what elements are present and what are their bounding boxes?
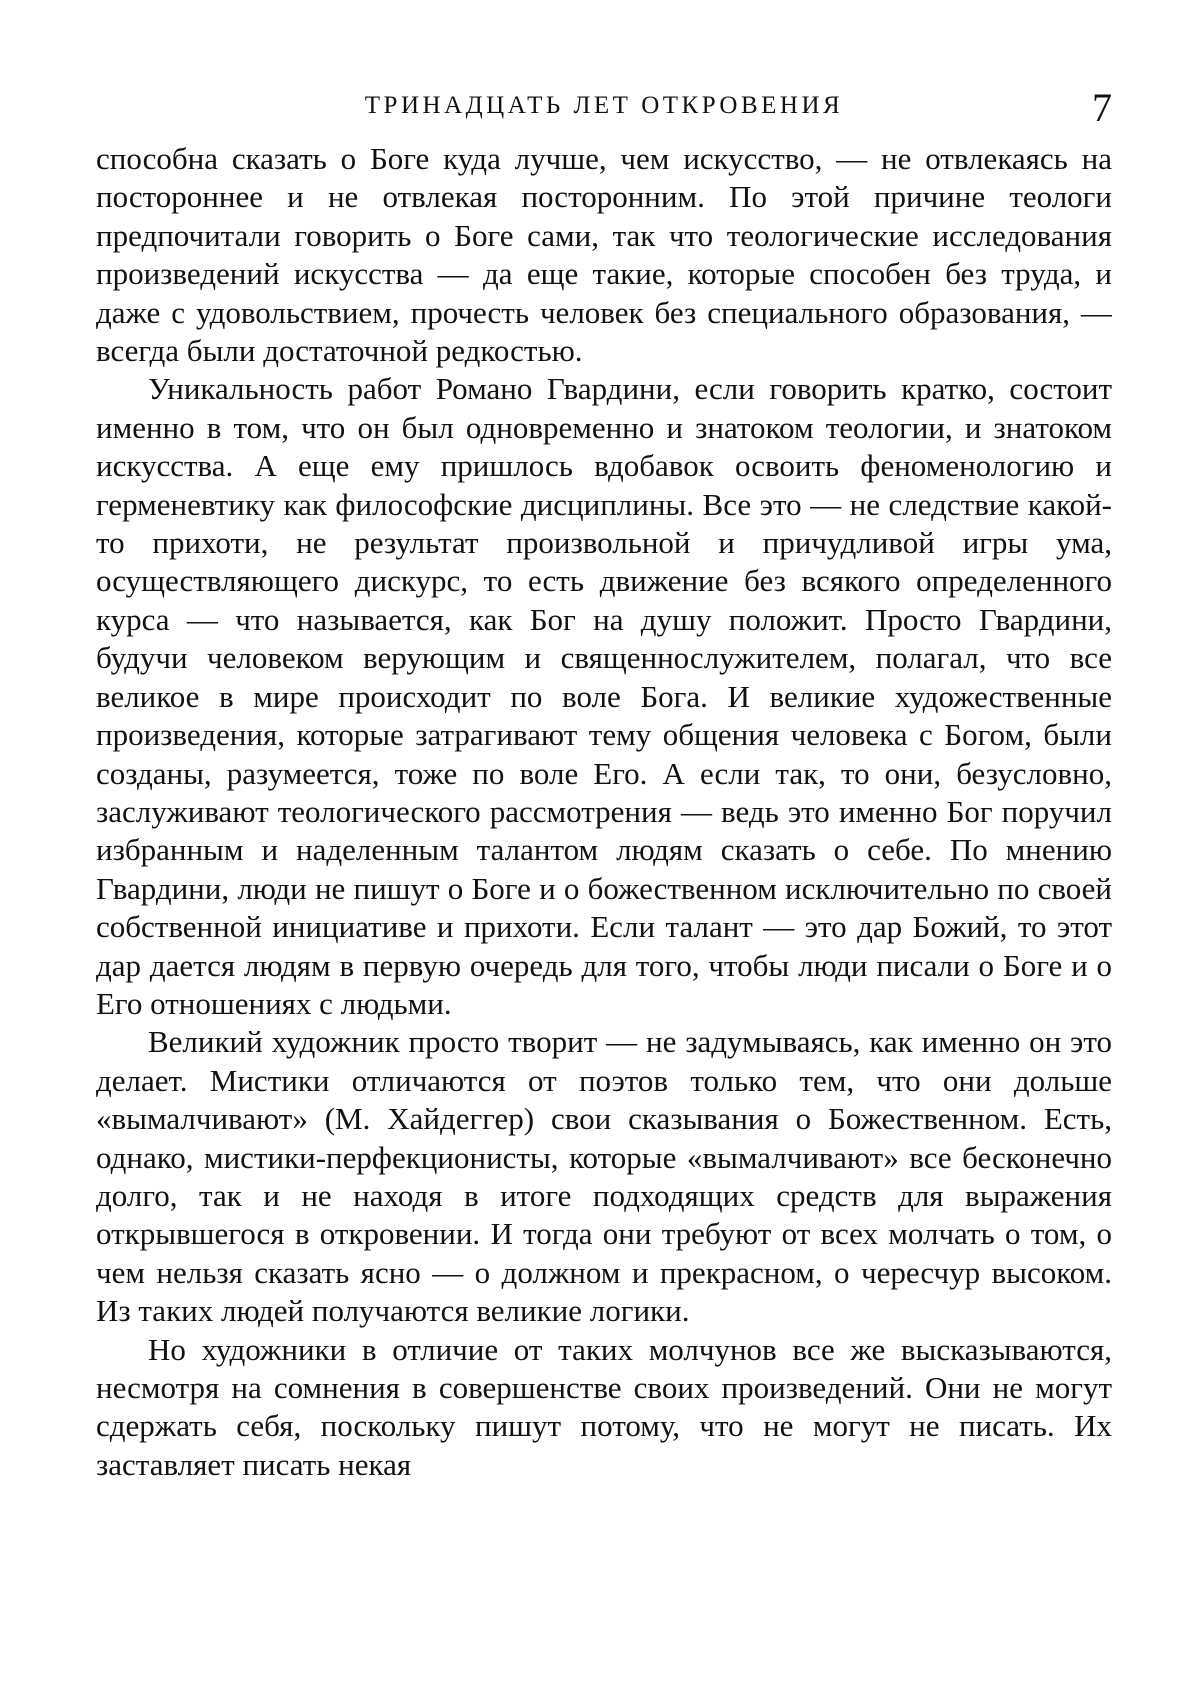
page-number: 7: [1092, 85, 1112, 130]
paragraph-continued: способна сказать о Боге куда лучше, чем искусство, — не отвлекаясь на постороннее и не отвлекая посторонним. По этой причине теологи предпочитали говорить о Боге сами, так что теологические исследования произведений искусства — да еще такие, которые способен без труда, и даже с удовольствием, прочесть человек без специального образования, — всегда были достаточной редкостью.: [96, 141, 1112, 369]
running-title: ТРИНАДЦАТЬ ЛЕТ ОТКРОВЕНИЯ: [364, 92, 844, 119]
body-text: [96, 140, 1112, 1660]
running-header: [96, 86, 1112, 130]
paragraph: Уникальность работ Романо Гвардини, если говорить кратко, состоит именно в том, что он был одновременно и знатоком теологии, и знатоком искусства. А еще ему пришлось вдобавок освоить феноменологию и герменевтику как философские дисциплины. Все это — не следствие какой-то прихоти, не результат произвольной и причудливой игры ума, осуществляющего дискурс, то есть движение без всякого определенного курса — что называется, как Бог на душу положит. Просто Гвардини, будучи человеком верующим и священнослужителем, полагал, что все великое в мире происходит по воле Бога. И великие художественные произведения, которые затрагивают тему общения человека с Богом, были созданы, разумеется, тоже по воле Его. А если так, то они, безусловно, заслуживают теологического рассмотрения — ведь это именно Бог поручил избранным и наделенным талантом людям сказать о себе. По мнению Гвардини, люди не пишут о Боге и о божественном исключительно по своей собственной инициативе и прихоти. Если талант — это дар Божий, то этот дар дается людям в первую очередь для того, чтобы люди писали о Боге и о Его отношениях с людьми.: [96, 371, 1112, 1021]
paragraph: Великий художник просто творит — не задумываясь, как именно он это делает. Мистики отличаются от поэтов только тем, что они дольше «вымалчивают» (М. Хайдеггер) свои сказывания о Божественном. Есть, однако, мистики-перфекционисты, которые «вымалчивают» все бесконечно долго, так и не находя в итоге подходящих средств для выражения открывшегося в откровении. И тогда они требуют от всех молчать о том, о чем нельзя сказать ясно — о должном и прекрасном, о чересчур высоком. Из таких людей получаются великие логики.: [96, 1024, 1112, 1329]
paragraph: Но художники в отличие от таких молчунов все же высказываются, несмотря на сомнения в совершенстве своих произведений. Они не могут сдержать себя, поскольку пишут потому, что не могут не писать. Их заставляет писать некая: [96, 1331, 1112, 1482]
